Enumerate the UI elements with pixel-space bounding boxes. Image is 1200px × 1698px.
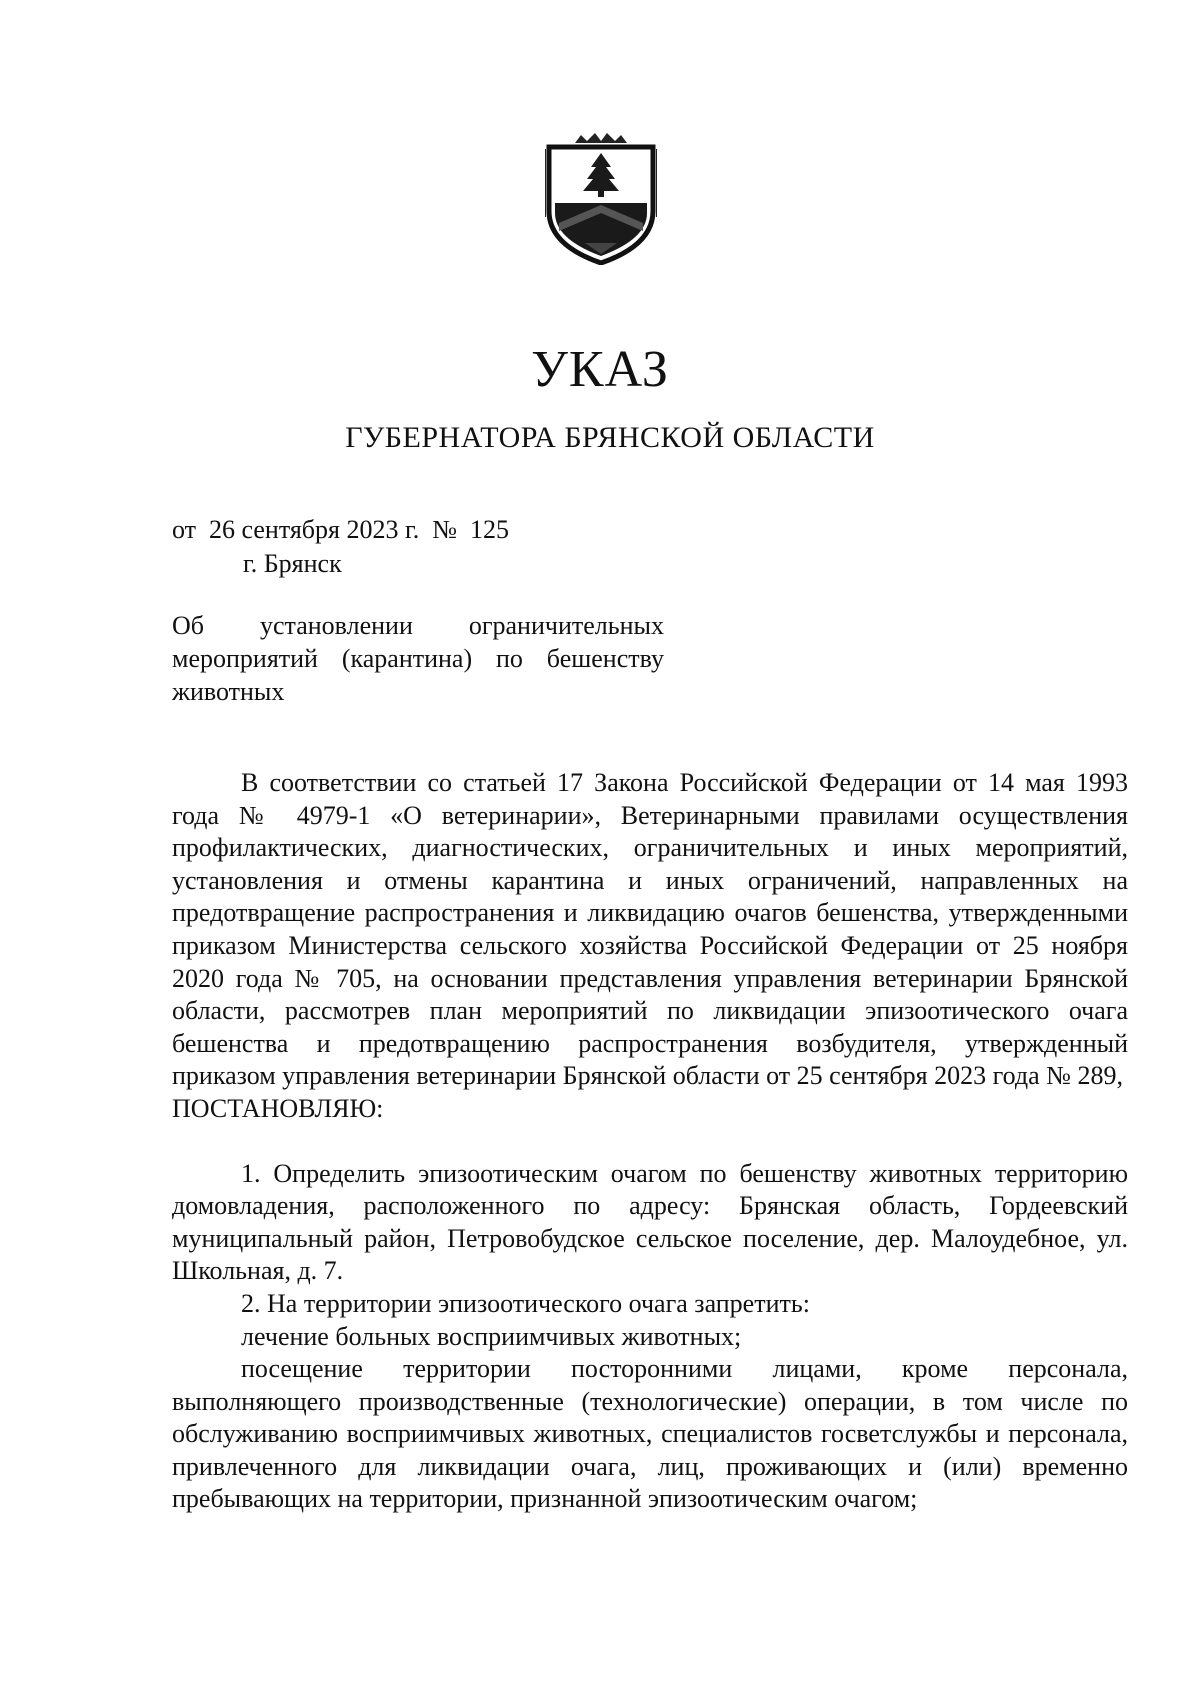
preamble-paragraph: В соответствии со статьей 17 Закона Российской Федерации от 14 мая 1993 года № 4979-1 «О ветеринарии», Ветеринарными правилами осуществления профилактических, диагностических, ограничительных и иных мероприятий, установления и отмены карантина и иных ограничений, направленных на предотвращение распространения и ликвидацию очагов бешенства, утвержденными приказом Министерства сельского хозяйства Российской Федерации от 25 ноября 2020 года № 705, на основании представления управления ветеринарии Брянской области, рассмотрев план мероприятий по ликвидации эпизоотического очага бешенства и предотвращению распространения возбудителя, утвержденный приказом управления ветеринарии Брянской области от 25 сентября 2023 года № 289, — [172, 768, 1128, 1091]
subject-line-1: Об установлении ограничительных — [172, 611, 664, 640]
decree-subject — [172, 609, 664, 708]
decree-body — [172, 767, 1128, 1516]
item-2-a: лечение больных восприимчивых животных; — [241, 1321, 742, 1351]
bryansk-coat-of-arms-icon — [545, 133, 657, 265]
decree-word: ПОСТАНОВЛЯЮ: — [172, 1093, 384, 1123]
document-subtitle: ГУБЕРНАТОРА БРЯНСКОЙ ОБЛАСТИ — [345, 421, 875, 454]
item-1: 1. Определить эпизоотическим очагом по бешенству животных территорию домовладения, расположенного по адресу: Брянская область, Гордеевский муниципальный район, Петровобудское сельское поселение, дер. Малоудебное, ул. Школьная, д. 7. — [172, 1158, 1128, 1286]
city: г. Брянск — [243, 549, 342, 578]
item-2-b: посещение территории посторонними лицами, кроме персонала, выполняющего производственные (технологические) операции, в том числе по обслуживанию восприимчивых животных, специалистов госветслужбы и персонала, привлеченного для ликвидации очага, лиц, проживающих и (или) временно пребывающих на территории, признанной эпизоотическим очагом; — [172, 1354, 1128, 1514]
subject-line-2: мероприятий (карантина) по бешенству — [172, 644, 664, 673]
spacer — [172, 1126, 1128, 1158]
item-2: 2. На территории эпизоотического очага запретить: — [241, 1288, 810, 1318]
document-title: УКАЗ — [531, 341, 669, 398]
date-and-number: от 26 сентября 2023 г. № 125 — [172, 515, 510, 544]
subject-line-3: животных — [172, 677, 285, 706]
